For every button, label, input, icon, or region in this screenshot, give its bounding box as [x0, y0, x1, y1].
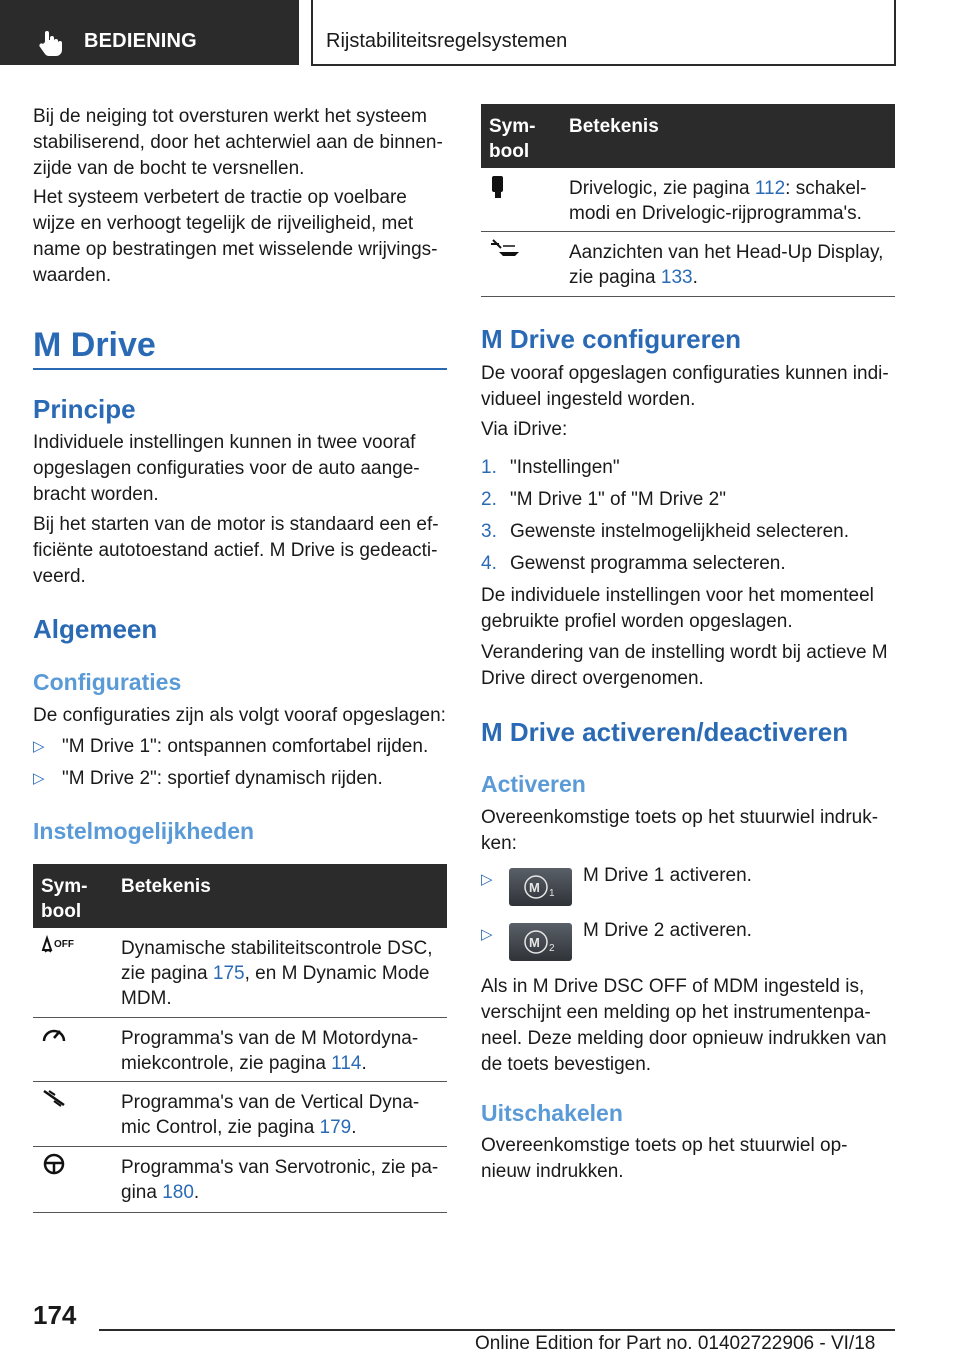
step-number: 3.	[481, 521, 497, 542]
heading-uitschakelen: Uitschakelen	[481, 1100, 623, 1126]
row-meaning	[569, 240, 883, 290]
heading-m-drive-configureren: M Drive configureren	[481, 324, 742, 354]
cell-text: miekcontrole, zie pagina	[121, 1053, 332, 1074]
bullet-triangle-icon: ▷	[33, 770, 45, 787]
header-symbol: Sym- bool	[489, 116, 536, 162]
configuraties-paragraph: De configuraties zijn als volgt vooraf opgeslagen:	[33, 705, 446, 726]
heading-principe: Principe	[33, 394, 136, 424]
header-section-title: BEDIENING	[84, 30, 197, 52]
heading-activeren: Activeren	[481, 771, 586, 797]
cell-text: Programma's van Servotronic, zie pa-	[121, 1157, 439, 1178]
activate-label: M Drive 2 activeren.	[583, 920, 752, 941]
activeren-paragraph: neel. Deze melding door opnieuw indrukken van	[481, 1028, 887, 1049]
intro-paragraph: waarden.	[33, 265, 112, 286]
heading-m-drive: M Drive	[33, 326, 156, 364]
heading-m-drive-activeren: M Drive activeren/deactiveren	[481, 717, 849, 747]
dsc-off-icon	[41, 934, 75, 961]
principe-paragraph: opgeslagen configuraties voor de auto aange-	[33, 458, 420, 479]
head-up-display-icon	[489, 238, 523, 267]
left-table-row	[33, 1147, 447, 1213]
step-number: 1.	[481, 457, 497, 478]
principe-paragraph: veerd.	[33, 566, 86, 587]
damper-icon	[41, 1088, 67, 1115]
bullet-triangle-icon: ▷	[33, 738, 45, 755]
gauge-icon	[41, 1024, 67, 1051]
m1-button-icon[interactable]	[509, 868, 572, 906]
header-meaning: Betekenis	[569, 116, 659, 137]
right-table-row	[481, 232, 895, 297]
bullet-text: "M Drive 2": sportief dynamisch rijden.	[62, 768, 383, 789]
cell-text: MDM.	[121, 988, 172, 1009]
cell-text: .	[193, 1182, 200, 1203]
step-number: 2.	[481, 489, 497, 510]
cell-text: Dynamische stabiliteitscontrole DSC,	[121, 938, 433, 959]
configureren-paragraph: De vooraf opgeslagen configuraties kunnen indi-	[481, 363, 889, 384]
bullet-triangle-icon: ▷	[481, 926, 493, 943]
heading-configuraties: Configuraties	[33, 669, 182, 695]
intro-paragraph: zijde van de bocht te versnellen.	[33, 158, 305, 179]
bullet-text: "M Drive 1": ontspannen comfortabel rijden.	[62, 736, 429, 757]
svg-text:M: M	[529, 935, 540, 950]
activeren-paragraph: Overeenkomstige toets op het stuurwiel indruk-	[481, 807, 879, 828]
uitschakelen-paragraph: nieuw indrukken.	[481, 1161, 624, 1182]
cell-text: Programma's van de Vertical Dyna-	[121, 1092, 420, 1113]
cell-text: Drivelogic, zie pagina	[569, 178, 755, 199]
cell-text: .	[361, 1053, 367, 1074]
steering-wheel-icon	[41, 1153, 67, 1182]
left-table-row	[33, 1018, 447, 1082]
activeren-paragraph: verschijnt een melding op het instrumentenpa-	[481, 1002, 871, 1023]
page-link[interactable]: 179	[319, 1117, 352, 1138]
right-table-header	[481, 104, 895, 168]
principe-paragraph: ficiënte autotoestand actief. M Drive is gedeacti-	[33, 540, 438, 561]
activate-label: M Drive 1 activeren.	[583, 865, 752, 886]
page-link[interactable]: 133	[660, 267, 693, 288]
step-text: "M Drive 1" of "M Drive 2"	[510, 489, 726, 510]
principe-paragraph: Individuele instellingen kunnen in twee vooraf	[33, 432, 416, 453]
cell-text: , en M Dynamic Mode	[244, 963, 430, 984]
uitschakelen-paragraph: Overeenkomstige toets op het stuurwiel op-	[481, 1135, 848, 1156]
footer-rule	[99, 1329, 895, 1331]
step-text: Gewenste instelmogelijkheid selecteren.	[510, 521, 850, 542]
principe-paragraph: Bij het starten van de motor is standaard een ef-	[33, 514, 439, 535]
step-item	[481, 455, 895, 481]
cell-text: : schakel-	[785, 178, 867, 199]
bullet-triangle-icon: ▷	[481, 871, 493, 888]
cell-text: modi en Drivelogic-rijprogramma's.	[569, 203, 862, 224]
intro-paragraph: stabiliserend, door het achterwiel aan de binnen-	[33, 132, 443, 153]
step-text: "Instellingen"	[510, 457, 620, 478]
row-meaning	[121, 1155, 438, 1205]
configureren-paragraph: gebruikte profiel worden opgeslagen.	[481, 611, 793, 632]
header-chapter-title: Rijstabiliteitsregelsystemen	[326, 30, 568, 52]
intro-paragraph: Het systeem verbetert de tractie op voelbare	[33, 187, 407, 208]
activeren-paragraph: ken:	[481, 833, 517, 854]
intro-paragraph: wijze en verhoogt tegelijk de rijveiligheid, met	[33, 213, 414, 234]
configureren-paragraph: Drive direct overgenomen.	[481, 668, 704, 689]
svg-text:M: M	[529, 880, 540, 895]
gear-lever-icon	[489, 174, 507, 207]
config-bullet-item	[33, 766, 447, 792]
page-link[interactable]: 180	[162, 1182, 194, 1203]
intro-paragraph: Bij de neiging tot oversturen werkt het systeem	[33, 106, 427, 127]
page-link[interactable]: 112	[754, 178, 786, 199]
svg-text:1: 1	[549, 888, 555, 899]
configureren-paragraph: Verandering van de instelling wordt bij actieve M	[481, 642, 888, 663]
configureren-paragraph: Via iDrive:	[481, 419, 568, 440]
step-number: 4.	[481, 553, 497, 574]
footer-edition: Online Edition for Part no. 01402722906 - VI/18	[475, 1333, 876, 1354]
cell-text: Programma's van de M Motordyna-	[121, 1028, 419, 1049]
principe-paragraph: bracht worden.	[33, 484, 159, 505]
cell-text: zie pagina	[569, 267, 661, 288]
heading-instelmogelijkheden: Instelmogelijkheden	[33, 818, 255, 844]
cell-text: mic Control, zie pagina	[121, 1117, 320, 1138]
cell-text: zie pagina	[121, 963, 213, 984]
activeren-paragraph: Als in M Drive DSC OFF of MDM ingesteld is,	[481, 976, 865, 997]
header-symbol: Sym- bool	[41, 876, 88, 922]
header-meaning: Betekenis	[121, 876, 211, 897]
hand-pointer-icon	[36, 28, 66, 58]
cell-text: .	[351, 1117, 357, 1138]
step-item	[481, 551, 895, 577]
cell-text: Aanzichten van het Head-Up Display,	[569, 242, 884, 263]
heading-rule	[33, 368, 447, 370]
step-item	[481, 519, 895, 545]
cell-text: gina	[121, 1182, 163, 1203]
configureren-paragraph: vidueel ingesteld worden.	[481, 389, 696, 410]
left-table-row	[33, 1082, 447, 1147]
row-meaning	[569, 176, 866, 226]
heading-algemeen: Algemeen	[33, 614, 158, 644]
page-number: 174	[33, 1300, 77, 1330]
svg-text:2: 2	[549, 943, 555, 954]
left-table-row	[33, 928, 447, 1018]
intro-paragraph: name op bestratingen met wisselende wrijvings-	[33, 239, 438, 260]
page-link[interactable]: 114	[331, 1053, 362, 1074]
page-link[interactable]: 175	[212, 963, 245, 984]
step-text: Gewenst programma selecteren.	[510, 553, 786, 574]
cell-text: .	[692, 267, 698, 288]
config-bullet-item	[33, 734, 447, 760]
row-meaning	[121, 936, 433, 1011]
row-meaning	[121, 1090, 419, 1140]
svg-text:OFF: OFF	[54, 939, 74, 950]
left-table-header	[33, 864, 447, 928]
m2-button-icon[interactable]	[509, 923, 572, 961]
activeren-paragraph: de toets bevestigen.	[481, 1054, 652, 1075]
configureren-paragraph: De individuele instellingen voor het momenteel	[481, 585, 874, 606]
step-item	[481, 487, 895, 513]
right-table-row	[481, 168, 895, 232]
row-meaning	[121, 1026, 418, 1076]
